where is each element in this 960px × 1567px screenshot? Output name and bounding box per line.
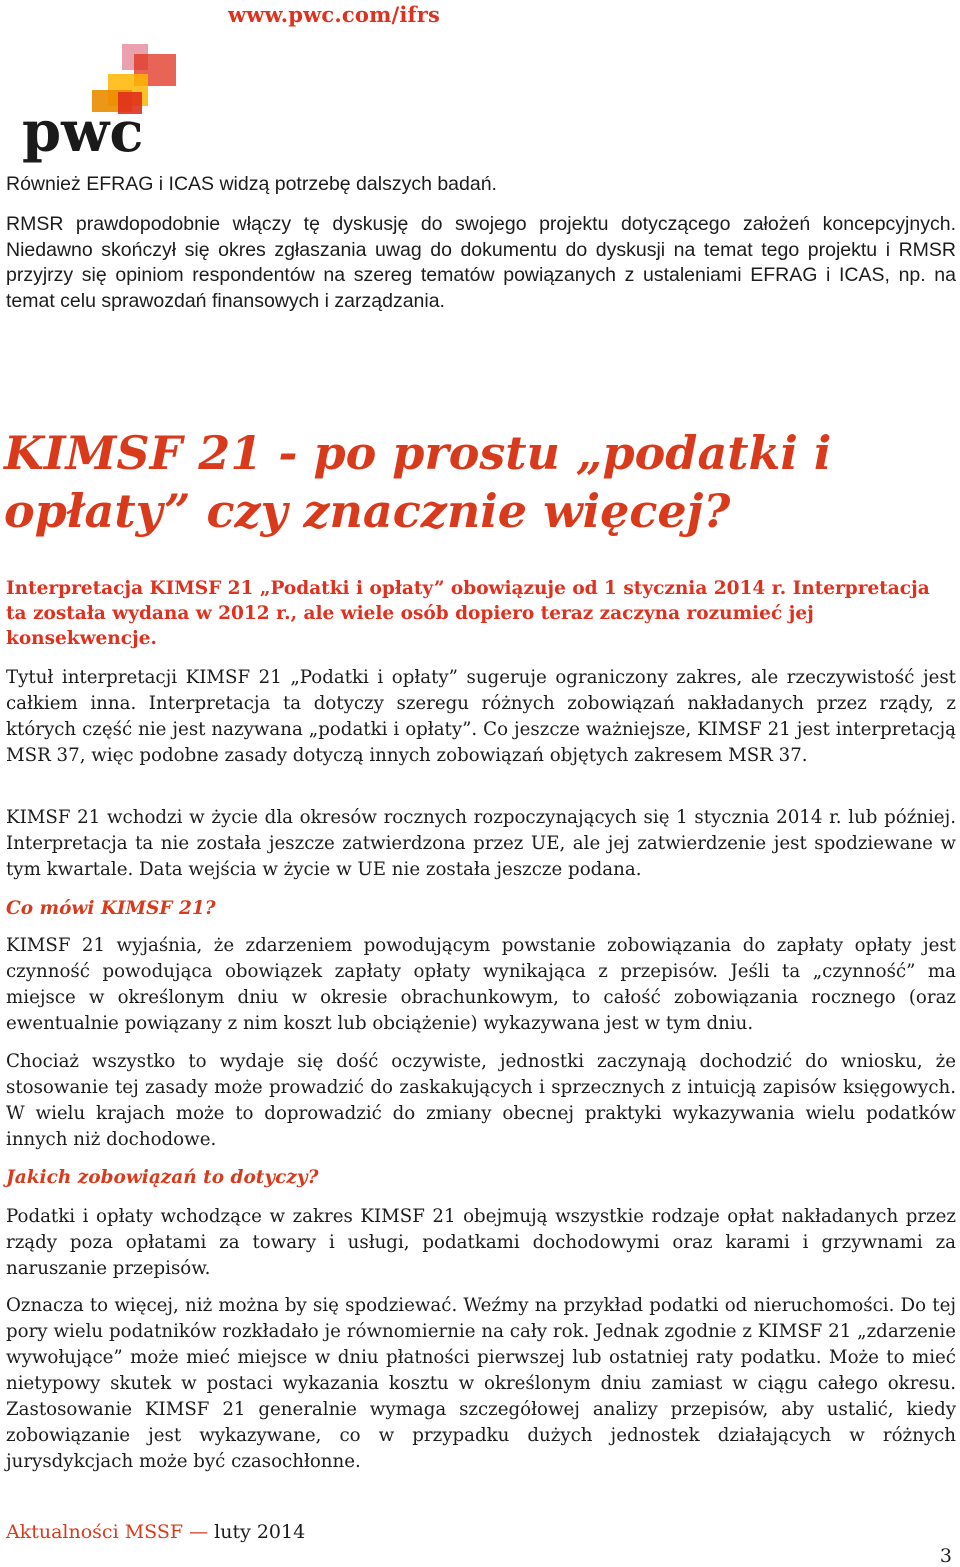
pwc-logo-icon [22,44,182,164]
subheading-co-mowi: Co mówi KIMSF 21? [6,898,216,919]
article-paragraph-1: Tytuł interpretacji KIMSF 21 „Podatki i opłaty” sugeruje ograniczony zakres, ale rzeczywistość jest całkiem inna. Interpretacja ta dotyczy szeregu różnych zobowiązań nakładanych przez rządy, z których część nie jest nazywana „podatki i opłaty”. Co jeszcze ważniejsze, KIMSF 21 jest interpretacją MSR 37, więc podobne zasady dotyczą innych zobowiązań objętych zakresem MSR 37. [6,667,956,766]
intro-paragraph-1: Również EFRAG i ICAS widzą potrzebę dalszych badań. [6,173,497,195]
article-lead: Interpretacja KIMSF 21 „Podatki i opłaty” obowiązuje od 1 stycznia 2014 r. Interpretacja ta została wydana w 2012 r., ale wiele osób dopiero teraz zaczyna rozumieć jej konsekwencje. [6,578,930,649]
pwc-url[interactable]: www.pwc.com/ifrs [228,2,441,27]
article-paragraph-4: Chociaż wszystko to wydaje się dość oczywiste, jednostki zaczynają dochodzić do wniosku, że stosowanie tej zasady może prowadzić do zaskakujących i sprzecznych z intuicją zapisów księgowych. W wielu krajach może to doprowadzić do zmiany obecnej praktyki wykazywania wielu podatków innych niż dochodowe. [6,1051,956,1150]
subheading-jakich: Jakich zobowiązań to dotyczy? [6,1167,319,1188]
footer-publication [6,1521,305,1543]
article-paragraph-5: Podatki i opłaty wchodzące w zakres KIMSF 21 obejmują wszystkie rodzaje opłat nakładanych przez rządy poza opłatami za towary i usługi, podatkami dochodowymi oraz karami i grzywnami za naruszanie przepisów. [6,1206,956,1279]
pwc-logo-wordmark: pwc [22,99,144,164]
pwc-logo [22,44,182,164]
page-number: 3 [939,1545,952,1567]
article-paragraph-3: KIMSF 21 wyjaśnia, że zdarzeniem powodującym powstanie zobowiązania do zapłaty opłaty jest czynność powodująca obowiązek zapłaty opłaty wynikająca z przepisów. Jeśli ta „czynność” ma miejsce w określonym dniu w okresie obrachunkowym, to całość zobowiązania rocznego (oraz ewentualnie powiązany z nim koszt lub obciążenie) wykazywana jest w tym dniu. [6,935,956,1034]
footer-separator: — [189,1521,209,1543]
footer-date: luty 2014 [214,1521,306,1543]
footer-publication-name: Aktualności MSSF [6,1521,184,1543]
intro-paragraph-2: RMSR prawdopodobnie włączy tę dyskusję do swojego projektu dotyczącego założeń koncepcyjnych. Niedawno skończył się okres zgłaszania uwag do dokumentu do dyskusji na temat tego projektu i RMSR przyjrzy się opiniom respondentów na szereg tematów powiązanych z ustaleniami EFRAG i ICAS, np. na temat celu sprawozdań finansowych i zarządzania. [6,213,956,312]
article-title: KIMSF 21 - po prostu „podatki i opłaty” czy znacznie więcej? [4,426,832,538]
article-paragraph-6: Oznacza to więcej, niż można by się spodziewać. Weźmy na przykład podatki od nieruchomości. Do tej pory wielu podatników rozkładało je równomiernie na cały rok. Jednak zgodnie z KIMSF 21 „zdarzenie wywołujące” może mieć miejsce w dniu płatności pierwszej lub ostatniej raty podatku. Może to mieć nietypowy skutek w postaci wykazania kosztu w określonym dniu zamiast w ciągu całego okresu. Zastosowanie KIMSF 21 generalnie wymaga szczegółowej analizy przepisów, aby ustalić, kiedy zobowiązanie jest wykazywane, co w przypadku dużych jednostek działających w różnych jurysdykcjach może być czasochłonne. [6,1295,956,1472]
article-paragraph-2: KIMSF 21 wchodzi w życie dla okresów rocznych rozpoczynających się 1 stycznia 2014 r. lub później. Interpretacja ta nie została jeszcze zatwierdzona przez UE, ale jej zatwierdzenie jest spodziewane w tym kwartale. Data wejścia w życie w UE nie została jeszcze podana. [6,807,956,880]
